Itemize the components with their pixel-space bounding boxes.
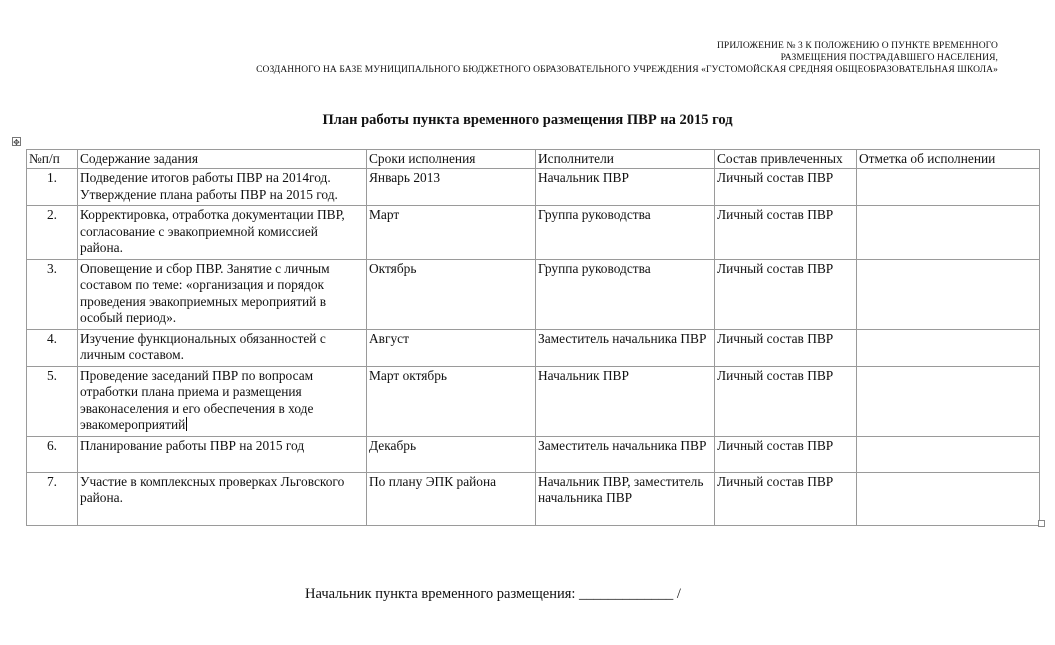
staff-cell[interactable]: Личный состав ПВР [715,366,857,436]
column-header: Исполнители [536,150,715,169]
table-row [27,436,1040,472]
task-cell[interactable]: Корректировка, отработка документации ПВР, согласование с эвакоприемной комиссией района. [78,206,367,260]
completion-mark-cell[interactable] [857,206,1040,260]
row-number: 7. [27,472,78,525]
task-cell[interactable] [78,366,367,436]
completion-mark-cell[interactable] [857,169,1040,206]
completion-mark-cell[interactable] [857,436,1040,472]
staff-cell[interactable]: Личный состав ПВР [715,259,857,329]
row-number: 1. [27,169,78,206]
text-cursor [186,417,187,431]
task-cell[interactable]: Подведение итогов работы ПВР на 2014год. Утверждение плана работы ПВР на 2015 год. [78,169,367,206]
task-text: Проведение заседаний ПВР по вопросам отработки плана приема и размещения эваконаселения и его обеспечения в ходе эвакомероприятий [80,367,314,432]
task-cell[interactable]: Изучение функциональных обязанностей с личным составом. [78,329,367,366]
completion-mark-cell[interactable] [857,366,1040,436]
column-header: Сроки исполнения [367,150,536,169]
executors-cell[interactable]: Заместитель начальника ПВР [536,436,715,472]
task-cell[interactable]: Участие в комплексных проверках Льговского района. [78,472,367,525]
column-header: Отметка об исполнении [857,150,1040,169]
column-header: Состав привлеченных [715,150,857,169]
signature-line: Начальник пункта временного размещения: _____________ / [305,586,681,602]
executors-cell[interactable]: Группа руководства [536,206,715,260]
executors-cell[interactable]: Заместитель начальника ПВР [536,329,715,366]
work-plan-table [26,149,1040,526]
table-resize-handle[interactable] [1038,520,1045,527]
deadline-cell[interactable]: Март октябрь [367,366,536,436]
completion-mark-cell[interactable] [857,472,1040,525]
appendix-header-line: СОЗДАННОГО НА БАЗЕ МУНИЦИПАЛЬНОГО БЮДЖЕТНОГО ОБРАЗОВАТЕЛЬНОГО УЧРЕЖДЕНИЯ «ГУСТОМОЙСКАЯ СРЕДНЯЯ ОБЩЕОБРАЗОВАТЕЛЬНАЯ ШКОЛА» [256,65,998,75]
row-number: 6. [27,436,78,472]
deadline-cell[interactable]: Октябрь [367,259,536,329]
staff-cell[interactable]: Личный состав ПВР [715,169,857,206]
table-row [27,472,1040,525]
deadline-cell[interactable]: Март [367,206,536,260]
task-cell[interactable]: Оповещение и сбор ПВР. Занятие с личным составом по теме: «организация и порядок проведения эвакоприемных мероприятий в особый период». [78,259,367,329]
executors-cell[interactable]: Начальник ПВР [536,366,715,436]
deadline-cell[interactable]: Январь 2013 [367,169,536,206]
table-move-handle-icon[interactable]: ✥ [13,138,20,147]
executors-cell[interactable]: Начальник ПВР [536,169,715,206]
table-row [27,206,1040,260]
completion-mark-cell[interactable] [857,259,1040,329]
staff-cell[interactable]: Личный состав ПВР [715,472,857,525]
executors-cell[interactable]: Начальник ПВР, заместитель начальника ПВР [536,472,715,525]
deadline-cell[interactable]: Август [367,329,536,366]
completion-mark-cell[interactable] [857,329,1040,366]
task-cell[interactable]: Планирование работы ПВР на 2015 год [78,436,367,472]
row-number: 2. [27,206,78,260]
table-row [27,329,1040,366]
row-number: 5. [27,366,78,436]
table-row [27,259,1040,329]
deadline-cell[interactable]: По плану ЭПК района [367,472,536,525]
column-header: Содержание задания [78,150,367,169]
table-row [27,169,1040,206]
appendix-header-line: РАЗМЕЩЕНИЯ ПОСТРАДАВШЕГО НАСЕЛЕНИЯ, [780,53,998,63]
staff-cell[interactable]: Личный состав ПВР [715,436,857,472]
executors-cell[interactable]: Группа руководства [536,259,715,329]
appendix-header-line: ПРИЛОЖЕНИЕ № 3 К ПОЛОЖЕНИЮ О ПУНКТЕ ВРЕМЕННОГО [716,41,998,51]
table-row [27,366,1040,436]
staff-cell[interactable]: Личный состав ПВР [715,329,857,366]
document-title: План работы пункта временного размещения ПВР на 2015 год [322,112,733,128]
table-header-row [27,150,1040,169]
row-number: 3. [27,259,78,329]
deadline-cell[interactable]: Декабрь [367,436,536,472]
column-header: №п/п [27,150,78,169]
staff-cell[interactable]: Личный состав ПВР [715,206,857,260]
row-number: 4. [27,329,78,366]
appendix-header [256,40,998,76]
